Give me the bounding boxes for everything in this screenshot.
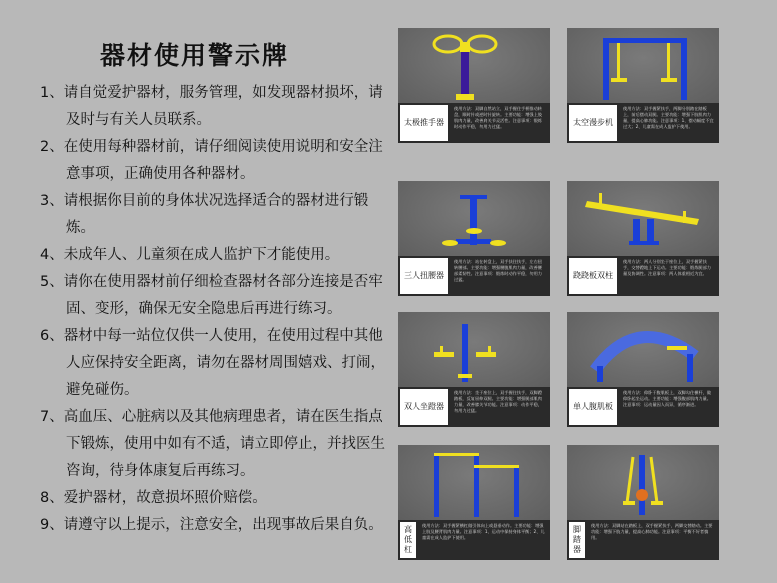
rules-list: [40, 80, 390, 539]
equipment-name: 高低杠: [400, 522, 416, 558]
waist-twister-image: [398, 181, 550, 256]
equipment-name: 跷跷板双柱: [569, 258, 617, 294]
page-title: 器材使用警示牌: [100, 41, 290, 70]
equipment-name: 太空漫步机: [569, 105, 617, 141]
rule-item: 3、请根据你目前的身体状况选择适合的器材进行锻炼。: [40, 193, 369, 236]
equipment-desc: 使用方法：两人分别坐于座位上，双手握紧扶手，交替蹬地上下运动。主要功能：锻炼腿部力量及协调性。注意事项：两人体重相近为宜。: [623, 259, 711, 276]
taiji-pusher-image: [398, 28, 550, 103]
equipment-card-seesaw: [567, 181, 719, 296]
parallel-bars-image: [398, 445, 550, 520]
equipment-desc: 使用方法：双脚站在踏板上，双手握紧扶手，两脚交替踏动。主要功能：增强下肢力量，提高心肺功能。注意事项：平衡不好者慎用。: [591, 523, 713, 540]
rule-item: 4、未成年人、儿童须在成人监护下才能使用。: [40, 247, 340, 263]
equipment-card-sit-up-board: [567, 312, 719, 427]
equipment-name: 双人坐蹬器: [400, 389, 448, 425]
equipment-desc: 使用方法：双手握紧横杠做引体向上或悬垂动作。主要功能：增强上肢及腰背肌肉力量。注意事项：1、运动中保持身体平衡；2、儿童需在成人监护下使用。: [422, 523, 545, 540]
rule-item: 5、请你在使用器材前仔细检查器材各部分连接是否牢固、变形，确保无安全隐患后再进行练习。: [40, 274, 383, 317]
equipment-desc: 使用方法：双脚自然站立，双手握住手柄推动转盘，顺时针或逆时针旋转。主要功能：增强上肢肌肉力量，改善肩关节灵活性。注意事项：锻炼时动作平稳，勿用力过猛。: [454, 106, 542, 129]
equipment-name: 太极推手器: [400, 105, 448, 141]
equipment-card-waist-twister: [398, 181, 550, 296]
seesaw-image: [567, 181, 719, 256]
rule-item: 9、请遵守以上提示，注意安全，出现事故后果自负。: [40, 517, 383, 533]
equipment-desc: 使用方法：双手握紧扶手，两脚分别踏在踏板上，前后摆动双腿。主要功能：增强下肢肌肉力量，提高心肺功能。注意事项：1、摆动幅度不宜过大；2、儿童需在成人监护下使用。: [623, 106, 714, 129]
equipment-name: 脚踏器: [569, 522, 585, 558]
space-walker-image: [567, 28, 719, 103]
equipment-card-parallel-bars: [398, 445, 550, 560]
rule-item: 1、请自觉爱护器材，服务管理，如发现器材损坏，请及时与有关人员联系。: [40, 85, 383, 128]
equipment-desc: 使用方法：站在转盘上，双手扶住扶手，左右扭转腰部。主要功能：增强腰腹肌肉力量，改善腰部柔韧性。注意事项：锻炼时动作平稳，勿用力过猛。: [454, 259, 542, 282]
rule-item: 7、高血压、心脏病以及其他病理患者，请在医生指点下锻炼，使用中如有不适，请立即停止，并找医生咨询，待身体康复后再练习。: [40, 409, 385, 479]
seated-pedal-image: [398, 312, 550, 387]
pedal-machine-image: [567, 445, 719, 520]
equipment-card-taiji-pusher: [398, 28, 550, 143]
equipment-desc: 使用方法：仰卧于腹肌板上，双脚勾住横杆，做仰卧起坐运动。主要功能：增强腹部肌肉力量。注意事项：运动量因人而异，循序渐进。: [623, 390, 711, 407]
equipment-card-pedal-machine: [567, 445, 719, 560]
equipment-desc: 使用方法：坐于座位上，双手握住扶手，双脚蹬踏板，反复屈伸双腿。主要功能：增强腿部肌肉力量，改善膝关节功能。注意事项：动作平稳，勿用力过猛。: [454, 390, 542, 413]
equipment-card-seated-pedal: [398, 312, 550, 427]
equipment-card-space-walker: [567, 28, 719, 143]
rule-item: 6、器材中每一站位仅供一人使用，在使用过程中其他人应保持安全距离，请勿在器材周围嬉戏、打闹，避免碰伤。: [40, 328, 385, 398]
equipment-name: 三人扭腰器: [400, 258, 448, 294]
sit-up-board-image: [567, 312, 719, 387]
rule-item: 2、在使用每种器材前，请仔细阅读使用说明和安全注意事项，正确使用各种器材。: [40, 139, 383, 182]
equipment-name: 单人腹肌板: [569, 389, 617, 425]
rule-item: 8、爱护器材，故意损坏照价赔偿。: [40, 490, 267, 506]
